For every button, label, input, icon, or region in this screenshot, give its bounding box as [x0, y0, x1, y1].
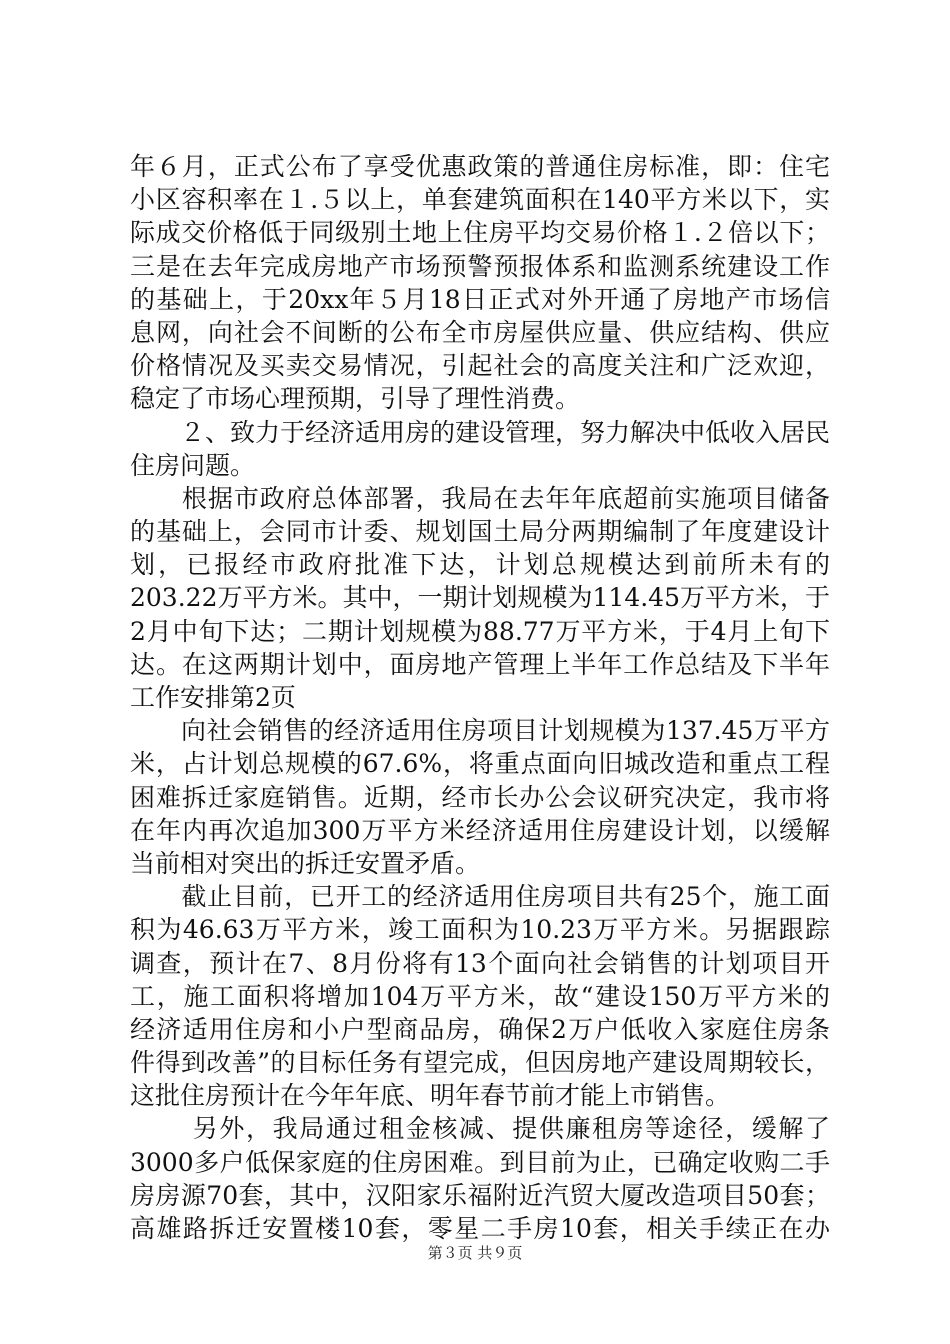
text-line: 在年内再次追加300万平方米经济适用住房建设计划，以缓解	[130, 815, 830, 845]
text-line: 的基础上，于20xx年５月18日正式对外开通了房地产市场信	[130, 284, 830, 314]
text-line: 的基础上，会同市计委、规划国土局分两期编制了年度建设计	[130, 517, 830, 547]
text-line: 际成交价格低于同级别土地上住房平均交易价格１.２倍以下；	[130, 218, 830, 248]
text-line: 203.22万平方米。其中，一期计划规模为114.45万平方米，于	[130, 583, 830, 613]
text-line: 小区容积率在１.５以上，单套建筑面积在140平方米以下，实	[130, 185, 830, 215]
text-line: 价格情况及买卖交易情况，引起社会的高度关注和广泛欢迎，	[130, 351, 830, 381]
text-line: 三是在去年完成房地产市场预警预报体系和监测系统建设工作	[130, 251, 830, 281]
text-line: 工，施工面积将增加104万平方米，故“建设150万平方米的	[130, 981, 830, 1011]
text-line: 向社会销售的经济适用住房项目计划规模为137.45万平方	[130, 716, 830, 746]
text-line: 3000多户低保家庭的住房困难。到目前为止，已确定收购二手	[130, 1147, 830, 1177]
text-line: 划，已报经市政府批准下达，计划总规模达到前所未有的	[130, 550, 830, 580]
text-line: 达。在这两期计划中，面房地产管理上半年工作总结及下半年	[130, 649, 830, 679]
text-line: ２、致力于经济适用房的建设管理，努力解决中低收入居民	[130, 417, 830, 447]
text-line: 房房源70套，其中，汉阳家乐福附近汽贸大厦改造项目50套；	[130, 1180, 830, 1210]
page-footer: 第３页 共９页	[427, 1244, 523, 1262]
text-line: 经济适用住房和小户型商品房，确保2万户低收入家庭住房条	[130, 1014, 830, 1044]
text-line: 年６月，正式公布了享受优惠政策的普通住房标准，即：住宅	[130, 152, 830, 181]
text-line: 2月中旬下达；二期计划规模为88.77万平方米，于4月上旬下	[130, 616, 830, 646]
text-line: 困难拆迁家庭销售。近期，经市长办公会议研究决定，我市将	[130, 782, 830, 812]
text-line: 稳定了市场心理预期，引导了理性消费。	[130, 384, 581, 414]
text-line: 调查，预计在7、8月份将有13个面向社会销售的计划项目开	[130, 948, 830, 978]
text-line: 米，占计划总规模的67.6%，将重点面向旧城改造和重点工程	[130, 749, 830, 779]
text-line: 截止目前，已开工的经济适用住房项目共有25个，施工面	[130, 882, 830, 912]
text-line: 积为46.63万平方米，竣工面积为10.23万平方米。另据跟踪	[130, 915, 830, 945]
text-line: 息网，向社会不间断的公布全市房屋供应量、供应结构、供应	[130, 317, 830, 347]
text-line: 住房问题。	[130, 450, 256, 480]
text-line: 工作安排第2页	[130, 683, 296, 712]
text-line: 根据市政府总体部署，我局在去年年底超前实施项目储备	[130, 483, 830, 513]
text-line: 高雄路拆迁安置楼10套，零星二手房10套，相关手续正在办	[130, 1214, 830, 1243]
text-line: 件得到改善”的目标任务有望完成，但因房地产建设周期较长，	[130, 1048, 830, 1078]
text-line: 这批住房预计在今年年底、明年春节前才能上市销售。	[130, 1081, 731, 1111]
text-line: 另外，我局通过租金核减、提供廉租房等途径，缓解了	[130, 1114, 830, 1144]
text-line: 当前相对突出的拆迁安置矛盾。	[130, 848, 481, 878]
document-body	[130, 150, 830, 1245]
